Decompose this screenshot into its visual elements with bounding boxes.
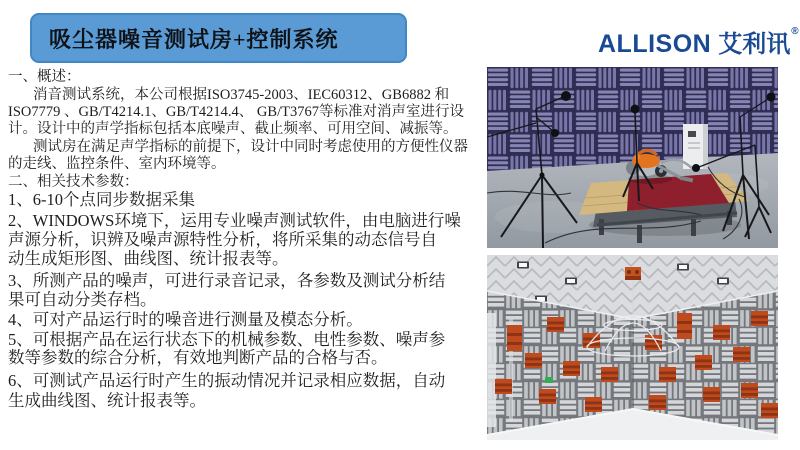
equipment-box xyxy=(683,124,708,169)
photo-full-anechoic-chamber xyxy=(487,255,778,440)
body-line-item-3: 3、所测产品的噪声，可进行录音记录，各参数及测试分析结 xyxy=(8,271,446,290)
body-line-item-1: 1、6-10个点同步数据采集 xyxy=(8,190,195,209)
body-line: 数等参数的综合分析，有效地判断产品的合格与否。 xyxy=(8,348,388,367)
page-title: 吸尘器噪音测试房+控制系统 xyxy=(49,26,339,52)
body-line: 计。设计中的声学指标包括本底噪声、截止频率、可用空间、减振等。 xyxy=(8,121,458,137)
body-line: 生成曲线图、统计报表等。 xyxy=(8,391,206,410)
registered-mark-icon: ® xyxy=(791,26,799,37)
body-line: 的走线、监控条件、室内环境等。 xyxy=(8,156,226,172)
logo-cn-text: 艾利讯 xyxy=(718,31,791,58)
logo-latin-text: ALLISON xyxy=(598,30,712,58)
photo-anechoic-test-room xyxy=(487,67,778,248)
ceiling-hoist xyxy=(625,267,641,280)
body-line: 果可自动分类存档。 xyxy=(8,290,157,309)
body-line: 动生成矩形图、曲线图、统计报表等。 xyxy=(8,249,289,268)
exit-sign xyxy=(545,377,553,383)
body-line-overview-heading: 一、概述： xyxy=(8,69,81,85)
anechoic-chamber-illustration xyxy=(487,255,778,440)
body-line: ISO7779 、GB/T4214.1、GB/T4214.4、 GB/T3767等标准对消声室进行设 xyxy=(8,104,464,120)
body-line-item-6: 6、可测试产品运行时产生的振动情况并记录相应数据，自动 xyxy=(8,371,446,390)
body-line-item-4: 4、可对产品运行时的噪音进行测量及模态分析。 xyxy=(8,310,363,329)
body-line-item-2: 2、WINDOWS环境下，运用专业噪声测试软件，由电脑进行噪 xyxy=(8,211,461,230)
body-line-item-5: 5、可根据产品在运行状态下的机械参数、电性参数、噪声参 xyxy=(8,330,446,349)
brand-logo xyxy=(598,24,799,59)
body-line: 消音测试系统，本公司根据ISO3745-2003、IEC60312、GB6882 和 xyxy=(33,87,450,103)
body-line: 声源分析，识辨及噪声源特性分析，将所采集的动态信号自 xyxy=(8,230,437,249)
anechoic-room-illustration xyxy=(487,67,778,248)
body-line: 测试房在满足声学指标的前提下，设计中同时考虑使用的方便性仪器 xyxy=(33,139,468,155)
body-line-parameters-heading: 二、相关技术参数： xyxy=(8,174,139,190)
